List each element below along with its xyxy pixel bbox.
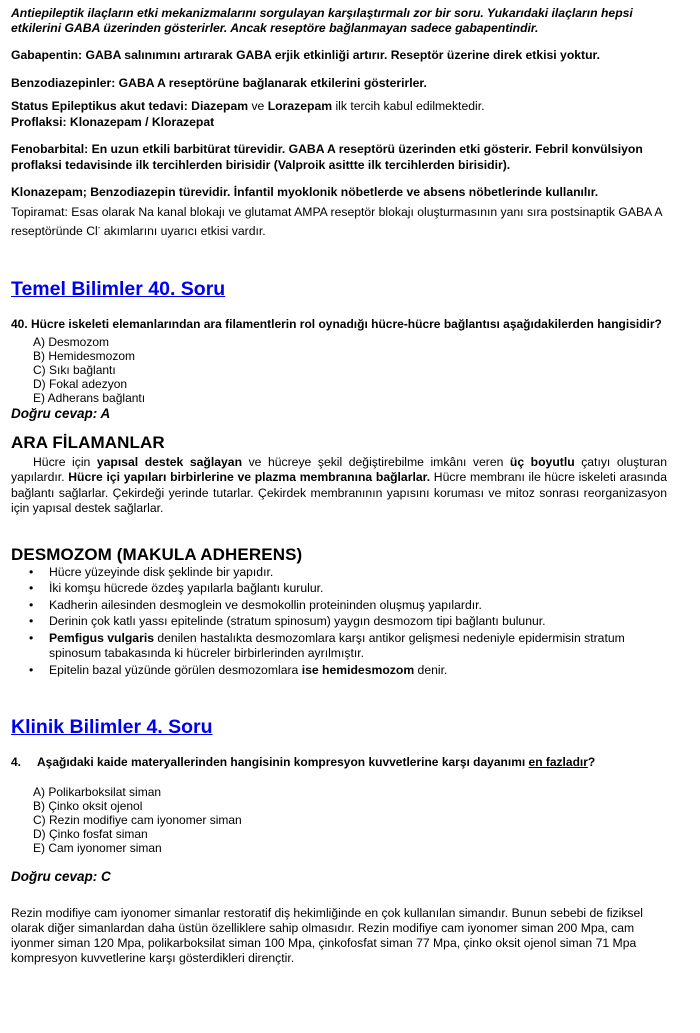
gabapentin-note: Gabapentin: GABA salınımını artırarak GABA erjik etkinliği artırır. Reseptör üzerine direk etkisi yoktur. — [11, 48, 601, 62]
option-d: D) Çinko fosfat siman — [33, 827, 148, 842]
question-40-options — [33, 335, 667, 405]
hemides-text-2: denir. — [417, 662, 448, 677]
ara-text-4: Hücre membranı ile hücre iskeleti arasında bağlantı sağlarlar. Çekirdeği yerinde tutarlar. Çekirdek membranının yapısını koruması ve mitoz sonrası reorganizasyon için yapısal destek sağlarlar. — [11, 470, 667, 516]
question-4-end: ? — [587, 755, 596, 770]
question-4-options — [33, 785, 667, 855]
status-label: Status Epileptikus akut tedavi: — [11, 99, 188, 113]
desmozom-bullet — [11, 631, 667, 662]
option-c: C) Rezin modifiye cam iyonomer siman — [33, 813, 242, 828]
answer-40: Doğru cevap: A — [11, 405, 111, 421]
proflaksi-note: Proflaksi: Klonazepam / Klorazepat — [11, 114, 215, 129]
option-c: C) Sıkı bağlantı — [33, 362, 116, 377]
ara-bold-1: yapısal destek sağlayan — [96, 454, 243, 469]
question-4-emphasis: en fazladır — [528, 755, 588, 770]
answer-4: Doğru cevap: C — [11, 869, 111, 885]
question-4 — [11, 755, 667, 770]
pemfigus-term: Pemfigus vulgaris — [49, 630, 154, 645]
ara-filamanlar-title: ARA FİLAMANLAR — [11, 432, 165, 452]
topiramat-note — [11, 205, 667, 240]
ara-text-2: ve hücreye şekil değiştirebilme imkânı veren — [248, 454, 504, 469]
section-temel-bilimler — [11, 278, 667, 679]
option-e: E) Cam iyonomer siman — [33, 841, 162, 856]
explanation-paragraph: Rezin modifiye cam iyonomer simanlar restoratif diş hekimliğinde en çok kullanılan simandır. Bunun sebebi de fiziksel olarak diğer simanlardan daha üstün özelliklere sahip olmasıdır. Rezin modifiye cam iyonomer siman 200 Mpa, cam iyonmer siman 120 Mpa, polikarboksilat siman 100 Mpa, çinkofosfat siman 77 Mpa, çinko oksit ojenol siman 71 Mpa kompresyon kuvvetlerine karşı gösterdikleri dirençtir. — [11, 906, 644, 966]
desmozom-list — [11, 565, 667, 679]
desmozom-bullet: • Derinin çok katlı yassı epitelinde (stratum spinosum) yaygın desmozom tipi bağlantı bulunur. — [11, 614, 667, 630]
ara-filamanlar-paragraph — [11, 455, 667, 517]
section-klinik-bilimler — [11, 716, 667, 966]
status-ve: ve — [251, 99, 265, 113]
topiramat-text-1: Topiramat: Esas olarak Na kanal blokajı ve glutamat AMPA reseptör blokajı oluşturmasının yanı sıra postsinaptik GABA A reseptöründe Cl — [11, 204, 662, 239]
option-b: B) Hemidesmozom — [33, 348, 136, 363]
option-b: B) Çinko oksit ojenol — [33, 799, 143, 814]
option-a: A) Desmozom — [33, 334, 110, 349]
desmozom-title: DESMOZOM (MAKULA ADHERENS) — [11, 544, 303, 564]
desmozom-bullet: • Hücre yüzeyinde disk şeklinde bir yapıdır. — [11, 565, 667, 581]
desmozom-bullet — [11, 663, 667, 679]
hemides-term: ise hemidesmozom — [301, 662, 415, 677]
desmozom-bullet: • Kadherin ailesinden desmoglein ve desmokollin proteininden oluşmuş yapılardır. — [11, 598, 667, 614]
status-drug-1: Diazepam — [191, 99, 249, 113]
ara-bold-2: üç boyutlu — [509, 454, 575, 469]
klonazepam-note: Klonazepam; Benzodiazepin türevidir. İnfantil myoklonik nöbetlerde ve absens nöbetlerinde kullanılır. — [11, 185, 599, 199]
question-40: 40. Hücre iskeleti elemanlarından ara filamentlerin rol oynadığı hücre-hücre bağlantısı aşağıdakilerden hangisidir? — [11, 316, 662, 331]
ara-text-1: Hücre için — [33, 454, 91, 469]
klinik-bilimler-heading-link[interactable]: Klinik Bilimler 4. Soru — [11, 716, 213, 739]
question-4-text: Aşağıdaki kaide materyallerinden hangisinin kompresyon kuvvetlerine karşı dayanımı — [37, 755, 526, 770]
status-epileptikus-note — [11, 99, 667, 115]
question-4-number: 4. — [11, 755, 22, 770]
fenobarbital-note: Fenobarbital: En uzun etkili barbitürat türevidir. GABA A reseptörü üzerinden etki gösterir. Febril konvülsiyon proflaksi tedavisinde ilk tercihlerden birisidir (Valproik asittte ilk tercihlerden birisidir). — [11, 142, 643, 172]
status-drug-2: Lorazepam — [267, 99, 333, 113]
document-page — [11, 6, 667, 966]
hemides-text-1: Epitelin bazal yüzünde görülen desmozomlara — [49, 662, 299, 677]
benzodiazepine-note: Benzodiazepinler: GABA A reseptörüne bağlanarak etkilerini gösterirler. — [11, 75, 427, 90]
topiramat-text-2: akımlarını uyarıcı etkisi vardır. — [100, 224, 266, 239]
ara-bold-3: Hücre içi yapıları birbirlerine ve plazma membranına bağlarlar. — [68, 470, 431, 485]
option-a: A) Polikarboksilat siman — [33, 785, 162, 800]
intro-paragraph: Antiepileptik ilaçların etki mekanizmalarını sorgulayan karşılaştırmalı zor bir soru. Yukarıdaki ilaçların hepsi etkilerini GABA üzerinden gösterirler. Ancak reseptöre bağlanmayan sadece gabapentindir. — [11, 6, 633, 35]
status-rest: ilk tercih kabul edilmektedir. — [335, 99, 485, 113]
option-d: D) Fokal adezyon — [33, 376, 128, 391]
ara-text-3: çatıyı oluşturan yapılardır. — [11, 454, 667, 485]
desmozom-bullet: • İki komşu hücrede özdeş yapılarla bağlantı kurulur. — [11, 581, 667, 597]
option-e: E) Adherans bağlantı — [33, 390, 146, 405]
topiramat-superscript: - — [97, 223, 101, 232]
pemfigus-text: denilen hastalıkta desmozomlara karşı antikor gelişmesi nedeniyle epidermisin stratum spinosum tabakasında ki hücreler birbirlerinden ayrılmıştır. — [49, 630, 625, 661]
temel-bilimler-heading-link[interactable]: Temel Bilimler 40. Soru — [11, 277, 226, 300]
